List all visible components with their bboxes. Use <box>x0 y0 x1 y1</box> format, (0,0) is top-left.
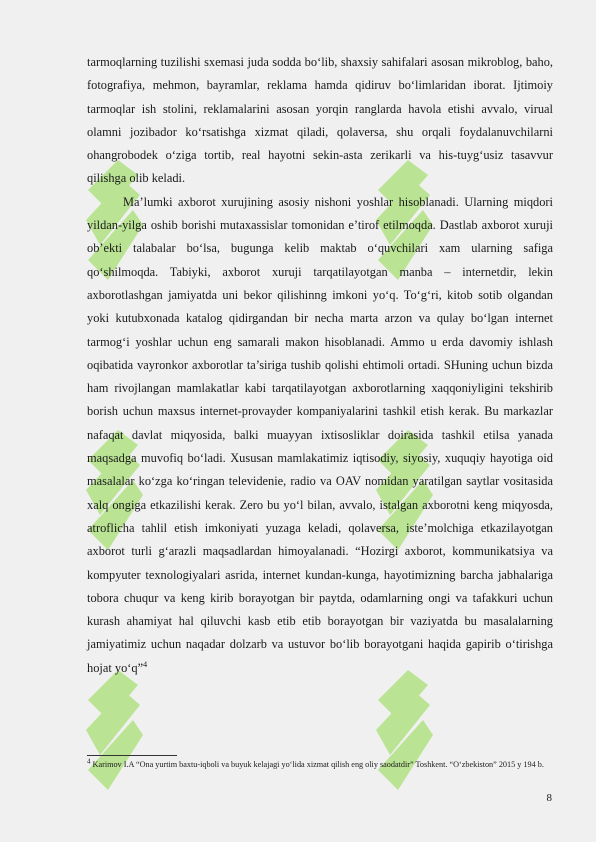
paragraph-2 <box>87 191 553 680</box>
paragraph-2-text: Ma’lumki axborot xurujining asosiy nishoni yoshlar hisoblanadi. Ularning miqdori yildan-yilga oshib borishi mutaxassislar tomonidan e’tirof etilmoqda. Dastlab axborot xuruji ob’ekti talabalar bo‘lsa, bugunga kelib maktab o‘quvchilari xam ularning safiga qo‘shilmoqda. Tabiyki, axborot xuruji tarqatilayotgan manba – internetdir, lekin axborotlashgan jamiyatda uni bekor qilishinng imkoni yo‘q. To‘g‘ri, kitob sotib olgandan yoki kutubxonada katalog qidirgandan bir necha marta arzon va qulay bo‘lgan internet tarmog‘i yoshlar uchun eng samarali makon hisoblanadi. Ammo u erda davomiy ishlash oqibatida vayronkor axborotlar ta’siriga tushib qolishi ehtimoli ortadi. SHuning uchun bizda ham rivojlangan mamlakatlar kabi tarqatilayotgan axborotlarning xaqqoniyligini tekshirib borish uchun maxsus internet-provayder kompaniyalarini tashkil etish kerak. Bu markazlar nafaqat davlat miqyosida, balki muayyan ixtisosliklar doirasida tashkil etilsa yanada maqsadga muvofiq bo‘ladi. Xususan mamlakatimiz iqtisodiy, siyosiy, xuquqiy hayotiga oid masalalar ko‘zga ko‘ringan televidenie, radio va OAV nomidan yaratilgan saytlar vositasida xalq ongiga etkazilishi kerak. Zero bu yo‘l bilan, avvalo, istalgan axborotni keng miqyosda, atroflicha tahlil etish imkoniyati yuzaga keladi, qolaversa, iste’molchiga etkazilayotgan axborot turli g‘arazli maqsadlardan himoyalanadi. “Hozirgi axborot, kommunikatsiya va kompyuter texnologiyalari asrida, internet kundan-kunga, hayotimizning barcha jabhalariga tobora chuqur va keng kirib borayotgan bir paytda, odamlarning ongi va tafakkuri uchun kurash ahamiyat hal qiluvchi kasb etib etib borayotgan bir vaziyatda bu masalalarning jamiyatimiz uchun naqadar dolzarb va ustuvor bo‘lib borayotgani haqida gapirib o‘tirishga hojat yo‘q” <box>87 194 553 675</box>
footnote-number: 4 <box>87 757 91 766</box>
body-text <box>87 51 553 680</box>
paragraph-1: tarmoqlarning tuzilishi sxemasi juda sodda bo‘lib, shaxsiy sahifalari asosan mikroblog, baho, fotografiya, mehmon, bayramlar, reklama hamda qidiruv bo‘limlaridan iborat. Ijtimoiy tarmoqlar ish stolini, reklamalarini asosan yorqin ranglarda havola etishi avvalo, virual olamni jozibador ko‘rsatishga xizmat qiladi, qolaversa, shu orqali foydalanuvchilarni ohangrobodek o‘ziga tortib, real hayotni sekin-asta zerikarli va his-tuyg‘usiz tasavvur qilishga olib keladi. <box>87 55 553 186</box>
footnote <box>87 759 553 771</box>
footnote-text: Karimov I.A “Ona yurtim baxtu-iqboli va buyuk kelajagi yo‘lida xizmat qilish eng oliy saodatdir” Toshkent. “O‘zbekiston” 2015 y 194 b. <box>92 760 544 769</box>
footnote-divider <box>87 755 177 756</box>
watermark-icon <box>368 660 438 820</box>
watermark-icon <box>78 660 148 820</box>
page-number: 8 <box>546 792 552 804</box>
footnote-reference[interactable]: 4 <box>143 659 148 669</box>
